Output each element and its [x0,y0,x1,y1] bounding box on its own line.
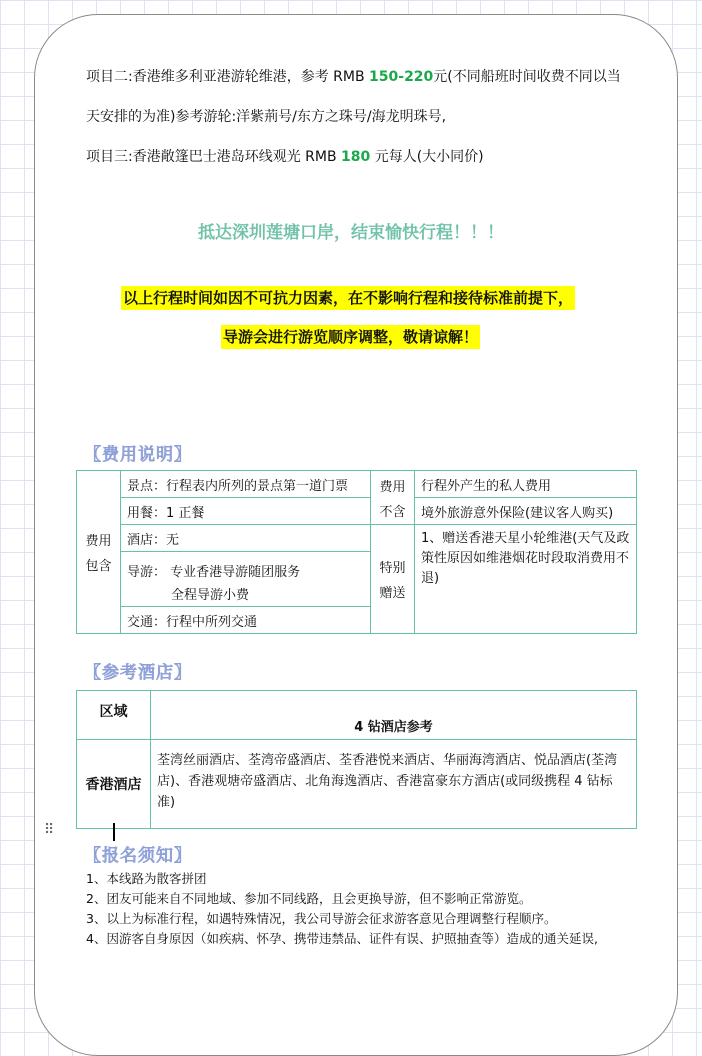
item2-prefix: 项目二:香港维多利亚港游轮维港，参考 RMB [86,69,370,85]
hotel-area: 香港酒店 [77,740,151,829]
gift-text: 1、赠送香港天星小轮维港(天气及政策性原因如维港烟花时段取消费用不退) [415,525,637,634]
note-item: 4、因游客自身原因（如疾病、怀孕、携带违禁品、证件有误、护照抽查等）造成的通关延误, [86,931,598,946]
gift-label [371,525,415,634]
hotel-header-ref: 4 钻酒店参考 [151,691,637,740]
hotel-list: 荃湾丝丽酒店、荃湾帝盛酒店、荃香港悦来酒店、华丽海湾酒店、悦品酒店(荃湾店)、香港观塘帝盛酒店、北角海逸酒店、香港富豪东方酒店(或同级携程 4 钻标准) [151,740,637,829]
notice-line2-text: 导游会进行游览顺序调整，敬请谅解！ [221,325,480,349]
drag-handle-icon[interactable]: ⠿ [44,822,55,838]
notice-line1 [121,287,575,308]
included-label [77,471,121,634]
item2-price: 150-220 [369,69,434,85]
fee-guide-2: 全程导游小费 [121,580,371,607]
excluded-item-2: 境外旅游意外保险(建议客人购买) [415,498,637,525]
text-caret [113,823,115,841]
item2-line2: 天安排的为准)参考游轮:洋紫荊号/东方之珠号/海龙明珠号, [86,109,447,125]
note-item: 1、本线路为散客拼团 [86,871,207,886]
fee-transport: 交通：行程中所列交通 [121,607,371,634]
section-signup-heading: 〖报名须知〗 [84,846,192,866]
item3-price: 180 [341,149,371,165]
excluded-label-1: 费用 [379,479,406,495]
included-label-1: 费用 [85,534,112,549]
included-label-2: 包含 [85,559,112,574]
item2-line1 [86,66,621,86]
item3-suffix: 元每人(大小同价) [370,149,484,165]
fee-meal: 用餐：1 正餐 [121,498,371,525]
fee-scenic: 景点：行程表内所列的景点第一道门票 [121,471,371,498]
arrival-text: 抵达深圳莲塘口岸，结束愉快行程！！！ [198,223,504,243]
notice-line1-text: 以上行程时间如因不可抗力因素，在不影响行程和接待标准前提下， [121,286,575,310]
hotel-header-area: 区域 [77,691,151,740]
gift-label-2: 赠送 [379,586,406,601]
section-fees-heading: 〖费用说明〗 [84,445,192,465]
item3-prefix: 项目三:香港敞篷巴士港岛环线观光 RMB [86,149,342,165]
gift-label-1: 特别 [379,561,406,576]
excluded-item-1: 行程外产生的私人费用 [415,471,637,498]
fee-guide-1: 导游： 专业香港导游随团服务 [121,552,371,581]
item3-line [86,146,484,166]
item2-suffix: 元(不同船班时间收费不同以当 [433,69,621,85]
excluded-label-2: 不含 [379,504,406,520]
hotel-table [76,690,637,829]
fees-table [76,470,637,634]
fee-hotel: 酒店：无 [121,525,371,552]
section-hotels-heading: 〖参考酒店〗 [84,663,192,683]
notice-line2 [221,326,480,347]
excluded-label [371,471,415,525]
note-item: 3、以上为标准行程，如遇特殊情况，我公司导游会征求游客意见合理调整行程顺序。 [86,911,557,926]
note-item: 2、团友可能来自不同地域、参加不同线路，且会更换导游，但不影响正常游览。 [86,891,532,906]
